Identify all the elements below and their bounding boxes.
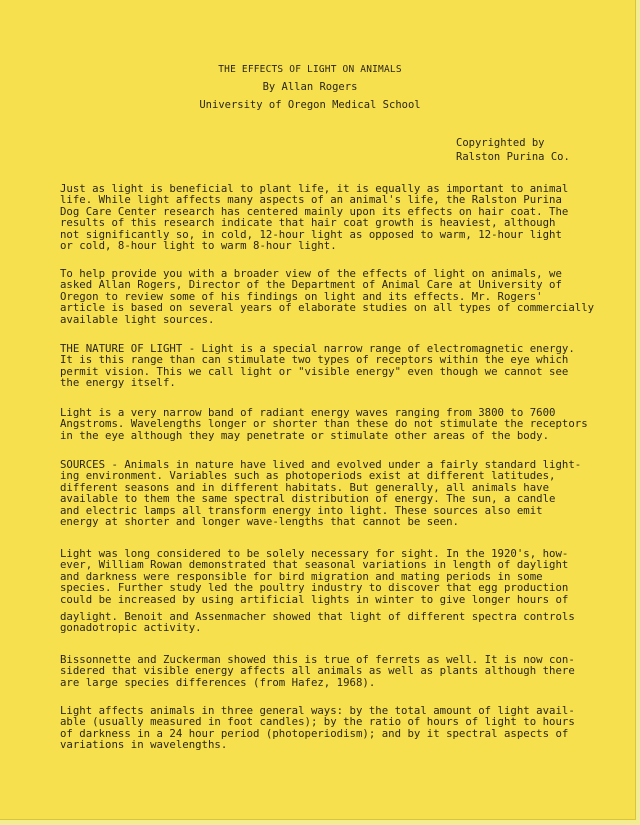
text-line: Bissonnette and Zuckerman showed this is true of ferrets as well. It is now con- (60, 653, 575, 666)
text-line: ing environment. Variables such as photoperiods exist at different latitudes, (60, 469, 556, 483)
paragraph-general-ways (60, 705, 590, 751)
document-title: THE EFFECTS OF LIGHT ON ANIMALS (218, 64, 402, 75)
text-line: in the eye although they may penetrate or stimulate other areas of the body. (60, 428, 550, 442)
author-line: By Allan Rogers (262, 81, 358, 93)
text-line: life. While light affects many aspects of an animal's life, the Ralston Purina (60, 193, 562, 207)
paragraph-intro (60, 183, 590, 251)
text-line: are large species differences (from Hafez, 1968). (60, 675, 376, 689)
paragraph-sources (60, 459, 590, 527)
text-line: the energy itself. (60, 376, 176, 390)
paragraph-background (60, 267, 595, 326)
text-line: article is based on several years of elaborate studies on all types of commercially (60, 301, 595, 315)
text-line: To help provide you with a broader view of the effects of light on animals, we (60, 267, 562, 280)
text-line: not significantly so, in cold, 12-hour light as opposed to warm, 12-hour light (60, 227, 562, 241)
text-line: permit vision. This we call light or "visible energy" even though we cannot see (60, 364, 569, 378)
text-line: species. Further study led the poultry industry to discover that egg production (60, 581, 569, 595)
text-line: Oregon to review some of his findings on light and its effects. Mr. Rogers' (60, 289, 543, 303)
text-line: results of this research indicate that hair coat growth is heaviest, although (60, 216, 556, 230)
paragraph-ferrets (60, 654, 590, 688)
paragraph-nature-of-light (60, 343, 590, 389)
text-line: THE NATURE OF LIGHT - Light is a special narrow range of electromagnetic energy. (60, 342, 575, 355)
text-line: It is this range than can stimulate two types of receptors within the eye which (60, 353, 569, 367)
paragraph-wavelengths (60, 407, 590, 441)
text-line: gonadotropic activity. (60, 621, 202, 635)
text-line: Light is a very narrow band of radiant energy waves ranging from 3800 to 7600 (60, 406, 556, 419)
affiliation-line: University of Oregon Medical School (199, 99, 421, 111)
copyright-line: Copyrighted by (456, 137, 545, 149)
text-line: and electric lamps all transform energy into light. These sources also emit (60, 503, 543, 517)
paragraph-history (60, 548, 590, 634)
text-line: ever, William Rowan demonstrated that seasonal variations in length of daylight (60, 558, 569, 572)
text-line: could be increased by using artificial lights in winter to give longer hours of (60, 592, 569, 606)
text-line: and darkness were responsible for bird migration and mating periods in some (60, 569, 543, 583)
text-line: able (usually measured in foot candles); by the ratio of hours of light to hours (60, 715, 575, 729)
text-line: Angstroms. Wavelengths longer or shorter than these do not stimulate the receptors (60, 417, 588, 431)
text-line: Just as light is beneficial to plant life, it is equally as important to animal (60, 182, 569, 195)
text-line: available to them the same spectral distribution of energy. The sun, a candle (60, 492, 556, 506)
text-line: daylight. Benoit and Assenmacher showed that light of different spectra controls (60, 610, 575, 624)
text-line: sidered that visible energy affects all animals as well as plants although there (60, 664, 575, 678)
text-line: energy at shorter and longer wave-lengths that cannot be seen. (60, 515, 459, 529)
text-line: SOURCES - Animals in nature have lived and evolved under a fairly standard light- (60, 458, 582, 471)
text-line: Light was long considered to be solely necessary for sight. In the 1920's, how- (60, 547, 569, 560)
copyright-holder: Ralston Purina Co. (456, 151, 570, 163)
text-line: Light affects animals in three general ways: by the total amount of light avail- (60, 704, 575, 717)
text-line: asked Allan Rogers, Director of the Department of Animal Care at University of (60, 278, 562, 292)
text-line: of darkness in a 24 hour period (photoperiodism); and by it spectral aspects of (60, 726, 569, 740)
text-line: or cold, 8-hour light to warm 8-hour light. (60, 239, 337, 253)
text-line: different seasons and in different habitats. But generally, all animals have (60, 480, 550, 494)
text-line: Dog Care Center research has centered mainly upon its effects on hair coat. The (60, 204, 569, 218)
text-line: variations in wavelengths. (60, 738, 228, 752)
text-line: available light sources. (60, 312, 215, 326)
